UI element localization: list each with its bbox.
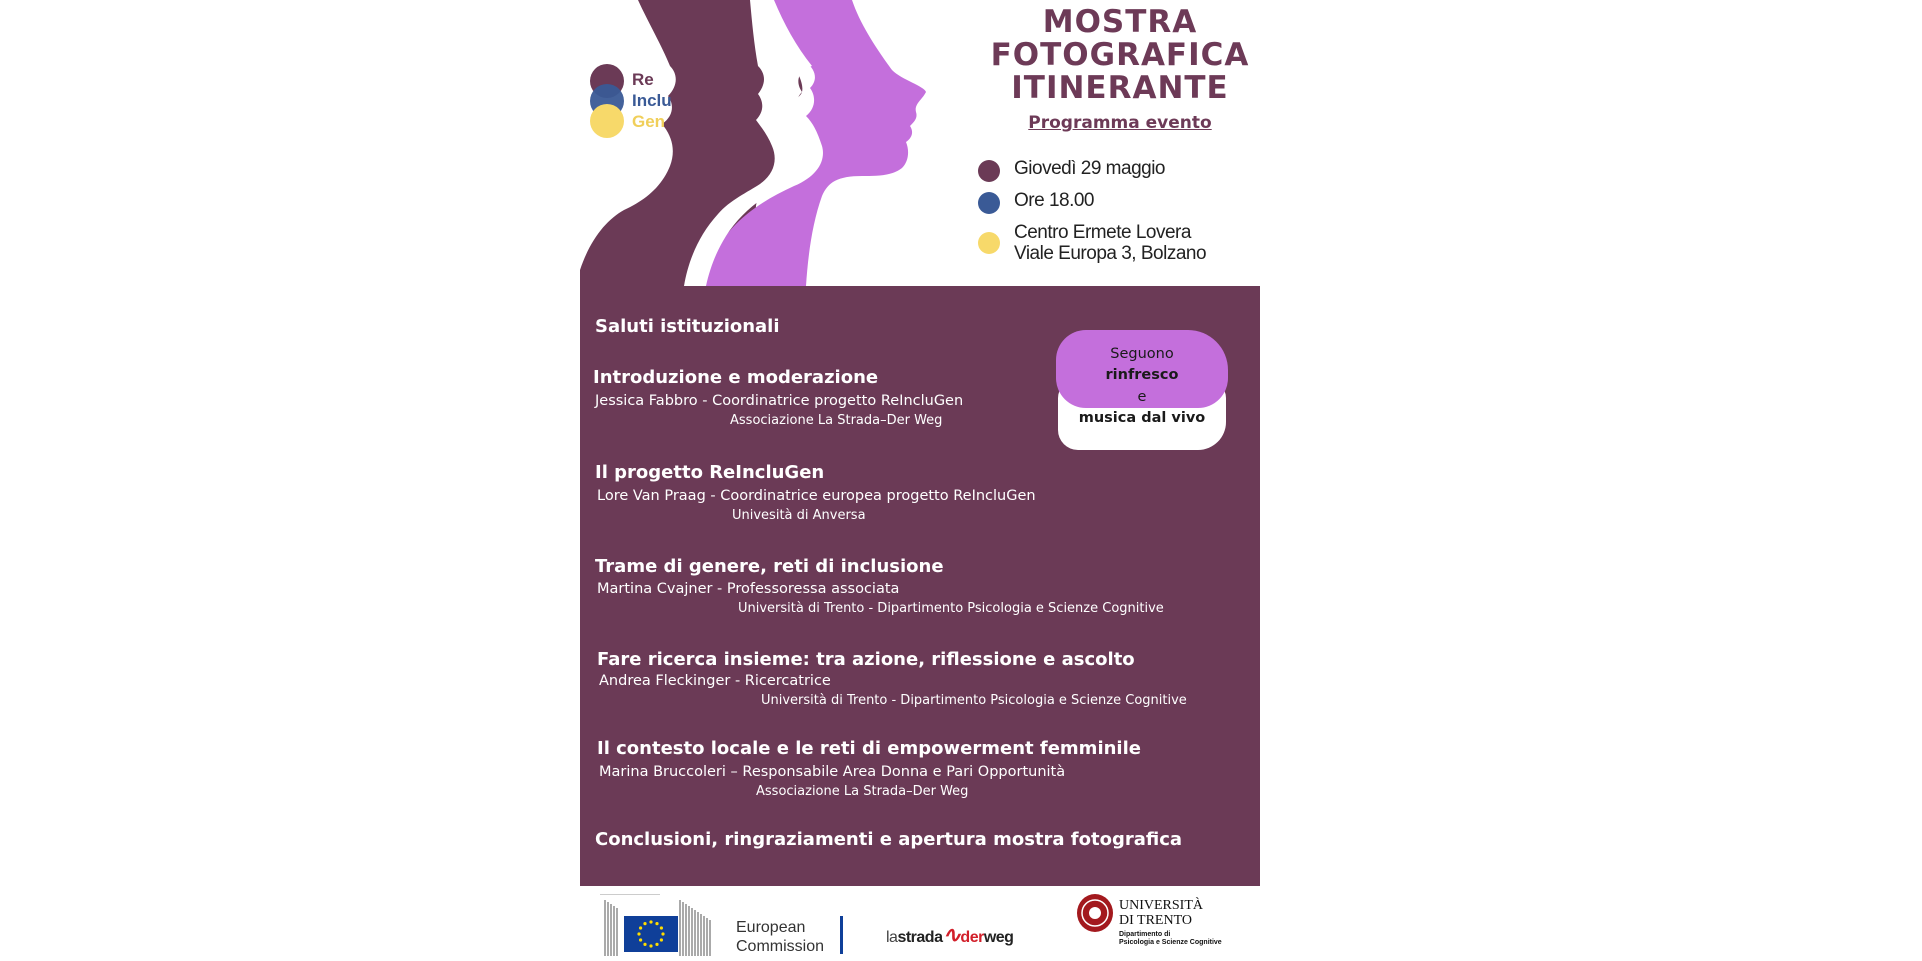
- ec-line-2: Commission: [736, 938, 825, 955]
- program-heading: Trame di genere, reti di inclusione: [595, 556, 944, 577]
- bullet-dot-blue: [978, 192, 1000, 214]
- program-item: [595, 316, 780, 338]
- refreshments-bubble: [1056, 330, 1228, 454]
- bullet-dot-plum: [978, 160, 1000, 182]
- poster-title: [930, 6, 1260, 133]
- unitn-name: [1119, 898, 1203, 928]
- ec-line-1: European: [736, 919, 806, 936]
- venue-address: Viale Europa 3, Bolzano: [1014, 243, 1207, 264]
- program-item: [593, 367, 963, 431]
- european-commission-label: [736, 918, 824, 956]
- program-panel: [580, 286, 1260, 886]
- program-heading: Fare ricerca insieme: tra azione, riflessione e ascolto: [597, 649, 1135, 670]
- partner-logos: [580, 886, 1260, 961]
- program-affiliation: Università di Trento - Dipartimento Psicologia e Scienze Cognitive: [738, 601, 1164, 616]
- date-text: Giovedì 29 maggio: [1014, 158, 1165, 179]
- detail-date: [978, 158, 1206, 180]
- unitn-line-3: Dipartimento di: [1119, 931, 1171, 938]
- bubble-line: Seguono: [1110, 346, 1174, 362]
- ec-divider: [840, 916, 843, 954]
- program-item: [595, 556, 1164, 619]
- program-item: [595, 462, 1036, 526]
- bullet-dot-yellow: [978, 232, 1000, 254]
- unitn-line-4: Psicologia e Scienze Cognitive: [1119, 939, 1222, 946]
- logo-word-re: Re: [632, 70, 654, 89]
- program-affiliation: Univesità di Anversa: [732, 508, 866, 523]
- program-speaker: Jessica Fabbro - Coordinatrice progetto ReIncluGen: [595, 393, 964, 409]
- strada-swoosh-icon: ∿: [942, 922, 961, 947]
- university-seal-icon: [1077, 894, 1113, 932]
- unitn-line-1: UNIVERSITÀ: [1119, 898, 1203, 913]
- eu-stars-icon: [624, 916, 678, 952]
- unitn-line-2: DI TRENTO: [1119, 913, 1192, 928]
- program-affiliation: Associazione La Strada–Der Weg: [756, 784, 969, 799]
- title-line-1: MOSTRA: [1042, 4, 1198, 40]
- time-text: Ore 18.00: [1014, 190, 1094, 211]
- program-affiliation: Università di Trento - Dipartimento Psicologia e Scienze Cognitive: [761, 693, 1187, 708]
- program-speaker: Marina Bruccoleri – Responsabile Area Donna e Pari Opportunità: [599, 764, 1066, 780]
- la-strada-der-weg-logo: [886, 922, 1013, 948]
- logo-word-inclu: Inclu: [632, 91, 672, 110]
- event-poster: [580, 0, 1260, 961]
- detail-time: [978, 190, 1206, 212]
- strada-word-weg: weg: [983, 929, 1014, 946]
- bubble-line-bold: musica dal vivo: [1078, 410, 1206, 426]
- detail-venue: [978, 222, 1206, 264]
- unitn-department: [1119, 931, 1222, 947]
- strada-word-der: der: [960, 929, 984, 946]
- program-heading: Conclusioni, ringraziamenti e apertura mostra fotografica: [595, 829, 1183, 850]
- program-speaker: Andrea Fleckinger - Ricercatrice: [599, 673, 831, 689]
- program-speaker: Martina Cvajner - Professoressa associata: [597, 581, 900, 597]
- program-item: [597, 649, 1187, 711]
- program-subtitle: Programma evento: [1028, 113, 1212, 133]
- program-heading: Il progetto ReIncluGen: [595, 462, 825, 483]
- program-item: [597, 738, 1141, 802]
- program-heading: Il contesto locale e le reti di empowerment femminile: [597, 738, 1141, 759]
- bubble-line-bold: rinfresco: [1105, 367, 1179, 383]
- program-item: [595, 829, 1182, 851]
- program-affiliation: Associazione La Strada–Der Weg: [730, 413, 943, 428]
- eu-flag-icon: [624, 916, 678, 952]
- reinclugen-logo: [590, 62, 690, 142]
- venue-name: Centro Ermete Lovera: [1014, 222, 1191, 243]
- title-line-3: ITINERANTE: [1011, 70, 1229, 106]
- program-speaker: Lore Van Praag - Coordinatrice europea progetto ReIncluGen: [597, 488, 1036, 504]
- strada-word-strada: strada: [897, 929, 943, 946]
- strada-word-la: la: [886, 929, 898, 946]
- poster-header: [580, 0, 1260, 286]
- title-line-2: FOTOGRAFICA: [990, 37, 1250, 73]
- bubble-text: [1056, 344, 1228, 429]
- program-heading: Introduzione e moderazione: [593, 367, 879, 388]
- bubble-line: e: [1137, 389, 1147, 405]
- logo-circle-yellow: [590, 104, 624, 138]
- event-details: [978, 158, 1207, 264]
- logo-word-gen: Gen: [632, 112, 666, 131]
- program-heading: Saluti istituzionali: [595, 316, 780, 337]
